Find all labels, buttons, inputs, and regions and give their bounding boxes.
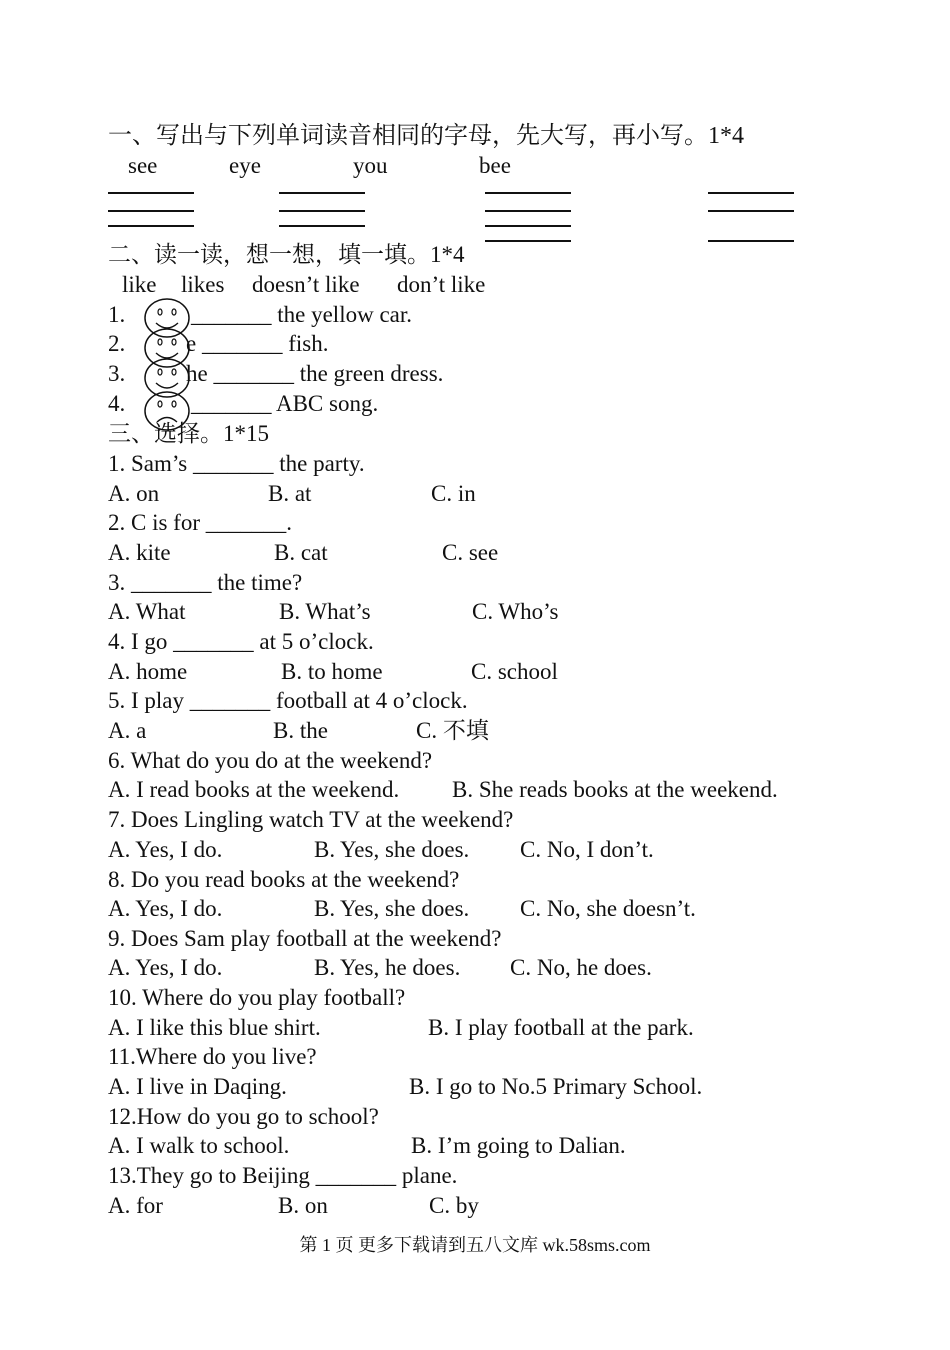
q7-option-c[interactable]: C. No, I don’t. bbox=[520, 837, 654, 862]
answer-blank[interactable] bbox=[708, 210, 794, 212]
word-bee: bee bbox=[479, 153, 511, 178]
question-2: 2. C is for _______. bbox=[108, 510, 292, 535]
section1-heading: 一、写出与下列单词读音相同的字母，先大写，再小写。1*4 bbox=[108, 123, 744, 149]
answer-blank[interactable] bbox=[108, 225, 194, 227]
question-10: 10. Where do you play football? bbox=[108, 985, 406, 1010]
question-6: 6. What do you do at the weekend? bbox=[108, 748, 433, 773]
fill-item-3-number: 3. bbox=[108, 361, 126, 386]
q5-option-b[interactable]: B. the bbox=[273, 718, 328, 743]
q9-option-b[interactable]: B. Yes, he does. bbox=[314, 955, 461, 980]
q13-option-a[interactable]: A. for bbox=[108, 1193, 163, 1218]
q10-option-b[interactable]: B. I play football at the park. bbox=[428, 1015, 694, 1040]
q6-option-b[interactable]: B. She reads books at the weekend. bbox=[452, 777, 778, 802]
q7-option-a[interactable]: A. Yes, I do. bbox=[108, 837, 223, 862]
q4-option-b[interactable]: B. to home bbox=[281, 659, 383, 684]
fill-item-1-text: _______ the yellow car. bbox=[191, 302, 413, 327]
q11-option-b[interactable]: B. I go to No.5 Primary School. bbox=[409, 1074, 703, 1099]
q9-option-a[interactable]: A. Yes, I do. bbox=[108, 955, 223, 980]
q5-option-a[interactable]: A. a bbox=[108, 718, 147, 743]
q2-option-a[interactable]: A. kite bbox=[108, 540, 171, 565]
q12-option-b[interactable]: B. I’m going to Dalian. bbox=[411, 1133, 626, 1158]
q2-option-b[interactable]: B. cat bbox=[274, 540, 328, 565]
q1-option-a[interactable]: A. on bbox=[108, 481, 160, 506]
word-bank-doesnt-like: doesn’t like bbox=[252, 272, 360, 297]
q13-option-c[interactable]: C. by bbox=[429, 1193, 479, 1218]
question-1: 1. Sam’s _______ the party. bbox=[108, 451, 365, 476]
fill-item-3-text: he _______ the green dress. bbox=[186, 361, 444, 386]
question-9: 9. Does Sam play football at the weekend? bbox=[108, 926, 502, 951]
answer-blank[interactable] bbox=[279, 192, 365, 194]
q11-option-a[interactable]: A. I live in Daqing. bbox=[108, 1074, 287, 1099]
q8-option-c[interactable]: C. No, she doesn’t. bbox=[520, 896, 696, 921]
q1-option-c[interactable]: C. in bbox=[431, 481, 476, 506]
question-7: 7. Does Lingling watch TV at the weekend? bbox=[108, 807, 514, 832]
q10-option-a[interactable]: A. I like this blue shirt. bbox=[108, 1015, 321, 1040]
answer-blank[interactable] bbox=[485, 225, 571, 227]
answer-blank[interactable] bbox=[108, 210, 194, 212]
q2-option-c[interactable]: C. see bbox=[442, 540, 499, 565]
question-13: 13.They go to Beijing _______ plane. bbox=[108, 1163, 458, 1188]
q8-option-a[interactable]: A. Yes, I do. bbox=[108, 896, 223, 921]
word-bank-dont-like: don’t like bbox=[397, 272, 486, 297]
question-3: 3. _______ the time? bbox=[108, 570, 303, 595]
q9-option-c[interactable]: C. No, he does. bbox=[510, 955, 652, 980]
answer-blank[interactable] bbox=[108, 192, 194, 194]
question-8: 8. Do you read books at the weekend? bbox=[108, 867, 460, 892]
question-11: 11.Where do you live? bbox=[108, 1044, 317, 1069]
q1-option-b[interactable]: B. at bbox=[268, 481, 312, 506]
word-bank-likes: likes bbox=[181, 272, 225, 297]
word-see: see bbox=[128, 153, 158, 178]
q4-option-a[interactable]: A. home bbox=[108, 659, 188, 684]
q12-option-a[interactable]: A. I walk to school. bbox=[108, 1133, 290, 1158]
q8-option-b[interactable]: B. Yes, she does. bbox=[314, 896, 470, 921]
q7-option-b[interactable]: B. Yes, she does. bbox=[314, 837, 470, 862]
fill-item-2-number: 2. bbox=[108, 331, 126, 356]
q13-option-b[interactable]: B. on bbox=[278, 1193, 328, 1218]
fill-item-4-number: 4. bbox=[108, 391, 126, 416]
answer-blank[interactable] bbox=[279, 210, 365, 212]
question-4: 4. I go _______ at 5 o’clock. bbox=[108, 629, 374, 654]
answer-blank[interactable] bbox=[708, 192, 794, 194]
answer-blank[interactable] bbox=[485, 240, 571, 242]
q4-option-c[interactable]: C. school bbox=[471, 659, 558, 684]
page-footer: 第 1 页 更多下载请到五八文库 wk.58sms.com bbox=[299, 1235, 651, 1255]
question-12: 12.How do you go to school? bbox=[108, 1104, 379, 1129]
q3-option-a[interactable]: A. What bbox=[108, 599, 186, 624]
fill-item-2-text: e _______ fish. bbox=[186, 331, 329, 356]
word-bank-like: like bbox=[122, 272, 157, 297]
q6-option-a[interactable]: A. I read books at the weekend. bbox=[108, 777, 400, 802]
fill-item-4-text: _______ ABC song. bbox=[191, 391, 379, 416]
word-eye: eye bbox=[229, 153, 261, 178]
fill-item-1-number: 1. bbox=[108, 302, 126, 327]
question-5: 5. I play _______ football at 4 o’clock. bbox=[108, 688, 468, 713]
answer-blank[interactable] bbox=[279, 225, 365, 227]
answer-blank[interactable] bbox=[708, 240, 794, 242]
q3-option-b[interactable]: B. What’s bbox=[279, 599, 371, 624]
answer-blank[interactable] bbox=[485, 210, 571, 212]
answer-blank[interactable] bbox=[485, 192, 571, 194]
section2-heading: 二、读一读，想一想，填一填。1*4 bbox=[108, 242, 465, 267]
q3-option-c[interactable]: C. Who’s bbox=[472, 599, 559, 624]
section3-heading: 三、选择。1*15 bbox=[108, 421, 269, 446]
q5-option-c[interactable]: C. 不填 bbox=[416, 718, 489, 743]
word-you: you bbox=[353, 153, 388, 178]
